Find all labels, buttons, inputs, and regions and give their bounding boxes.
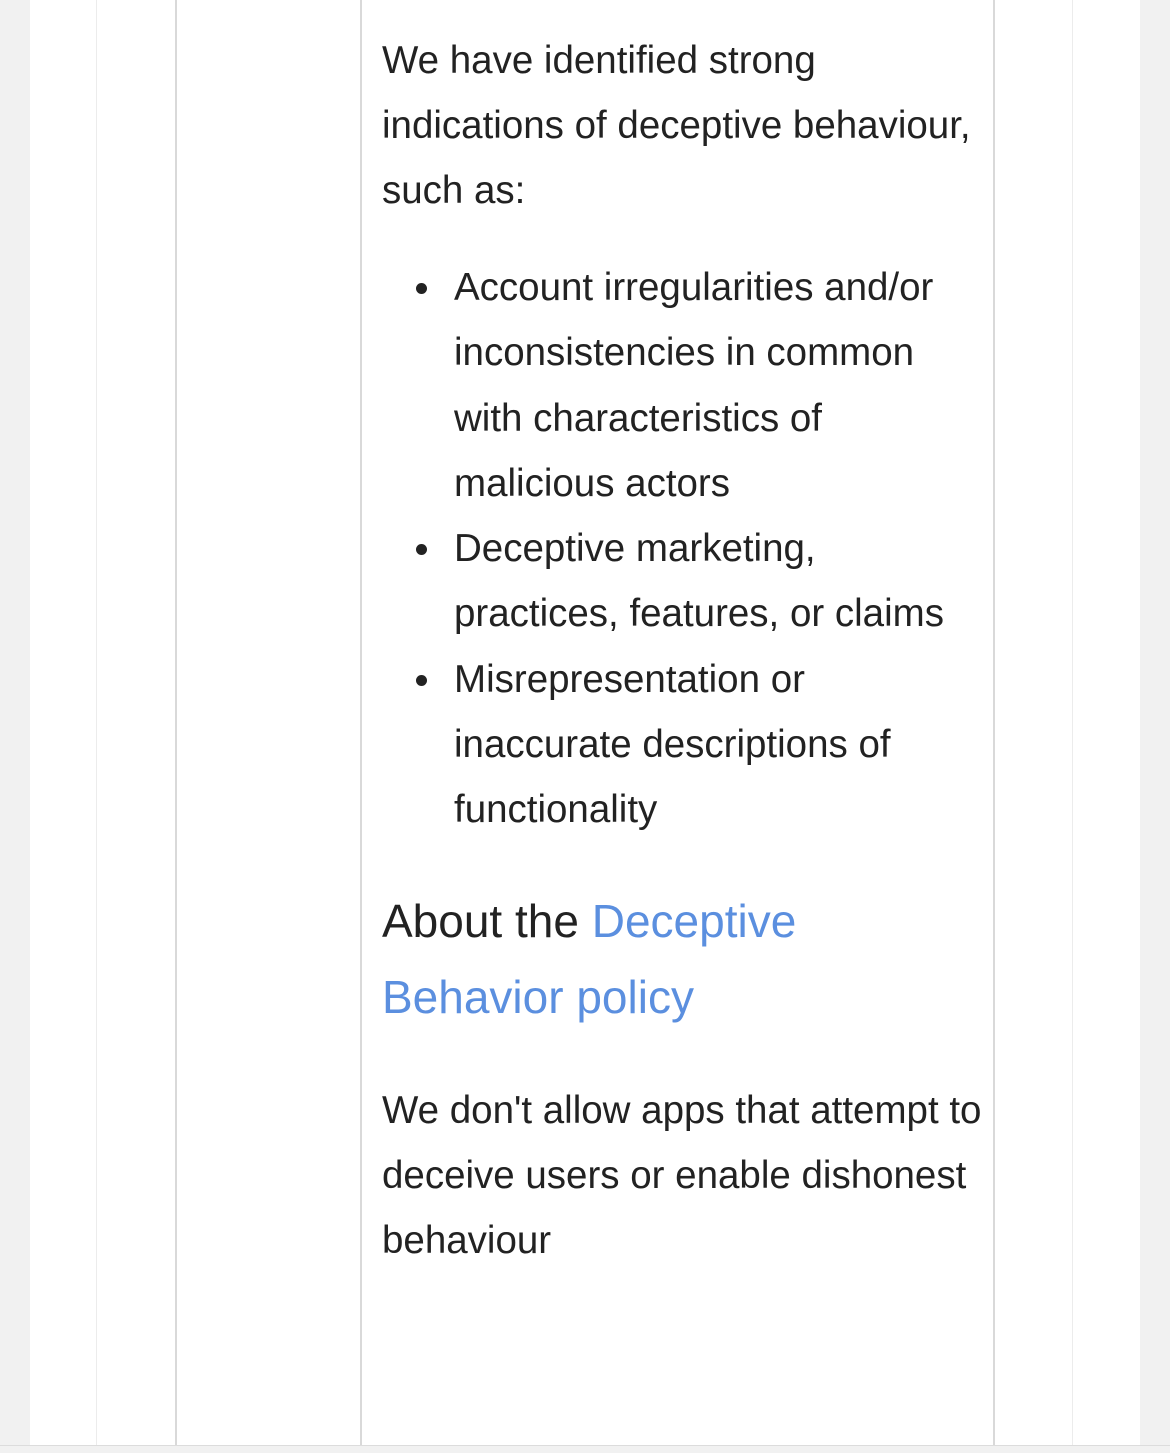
bullet-icon <box>416 283 427 294</box>
layout-divider <box>175 0 177 1453</box>
policy-heading <box>382 883 982 1035</box>
policy-body-paragraph: We don't allow apps that attempt to deceive users or enable dishonest behaviour <box>382 1088 982 1262</box>
list-item <box>454 516 982 647</box>
layout-divider <box>993 0 995 1453</box>
indications-list <box>382 255 982 843</box>
layout-divider <box>96 0 97 1453</box>
list-item-text: Deceptive marketing, practices, features, or claims <box>454 527 944 636</box>
bullet-icon <box>416 544 427 555</box>
list-item <box>454 255 982 516</box>
policy-heading-prefix: About the <box>382 894 592 947</box>
layout-divider <box>1072 0 1073 1453</box>
layout-divider <box>360 0 362 1453</box>
intro-paragraph: We have identified strong indications of deceptive behaviour, such as: <box>382 39 971 212</box>
bullet-icon <box>416 675 427 686</box>
email-content <box>382 28 982 1273</box>
deceptive-behavior-policy-link[interactable]: Deceptive Behavior policy <box>382 894 797 1023</box>
bottom-edge <box>0 1445 1170 1453</box>
list-item-text: Misrepresentation or inaccurate descriptions of functionality <box>454 657 891 832</box>
list-item-text: Account irregularities and/or inconsistencies in common with characteristics of malicious actors <box>454 266 934 505</box>
list-item <box>454 647 982 843</box>
